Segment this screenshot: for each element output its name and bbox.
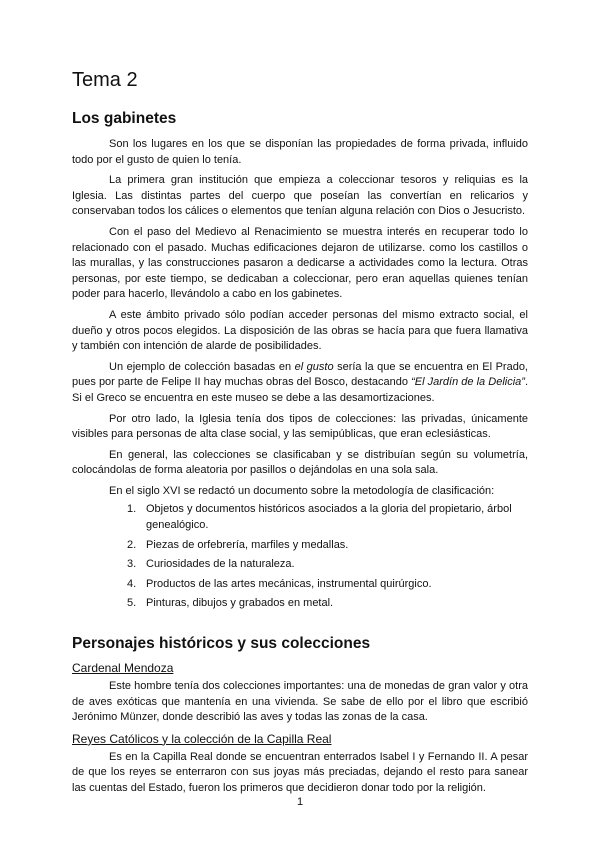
paragraph-reyes: Es en la Capilla Real donde se encuentran enterrados Isabel I y Fernando II. A pesar de que los reyes se enterraron con sus joyas más preciadas, dejando el resto para sanear las cuentas del Estado, fueron los primeros que decidieron donar todo por la religión. bbox=[72, 750, 528, 794]
list-item bbox=[72, 557, 528, 573]
list-item-number: 1. bbox=[127, 503, 137, 516]
paragraph-3: Con el paso del Medievo al Renacimiento se muestra interés en recuperar todo lo relacionado con el pasado. Muchas edificaciones dejaron de utilizarse. como los castillos o las murallas, y las construcciones pasaron a dedicarse a actividades como la lectura. Otras personas, por este tiempo, se dedicaban a coleccionar, pero eran aquellas quienes tenían poder para hacerlo, llevándolo a cabo en los gabinetes. bbox=[72, 225, 528, 301]
list-item-text: Piezas de orfebrería, marfiles y medallas. bbox=[146, 538, 349, 551]
list-item-text: Pinturas, dibujos y grabados en metal. bbox=[146, 597, 334, 610]
list-item bbox=[72, 538, 528, 554]
list-item-number: 2. bbox=[127, 538, 137, 551]
list-item-text: Objetos y documentos históricos asociados a la gloria del propietario, árbol genealógico. bbox=[146, 503, 512, 532]
paragraph-prado bbox=[72, 360, 528, 407]
list-item bbox=[72, 596, 528, 612]
prado-text-2: sería la que se encuentra en El Prado, pues por parte de Felipe II hay muchas obras del Bosco, destacando bbox=[72, 360, 528, 389]
paragraph-1: Son los lugares en los que se disponían las propiedades de forma privada, influido todo por el gusto de quien lo tenía. bbox=[72, 138, 528, 166]
page-number: 1 bbox=[296, 796, 304, 808]
page-title: Tema 2 bbox=[72, 69, 138, 91]
subheading-cardenal-mendoza: Cardenal Mendoza bbox=[72, 661, 174, 676]
list-item-number: 5. bbox=[127, 597, 137, 610]
section-heading-personajes: Personajes históricos y sus colecciones bbox=[72, 635, 371, 653]
prado-em-jardin: “El Jardín de la Delicia” bbox=[411, 376, 525, 389]
list-item-number: 3. bbox=[127, 558, 137, 571]
list-item-text: Curiosidades de la naturaleza. bbox=[146, 558, 295, 571]
paragraph-general: En general, las colecciones se clasificaban y se distribuían según su volumetría, colocándolas de forma aleatoria por pasillos o dejándolas en una sola sala. bbox=[72, 448, 528, 477]
paragraph-siglo-xvi: En el siglo XVI se redactó un documento sobre la metodología de clasificación: bbox=[109, 484, 495, 497]
classification-list bbox=[72, 502, 528, 612]
section-heading-gabinetes: Los gabinetes bbox=[72, 110, 177, 127]
list-item-number: 4. bbox=[127, 577, 137, 590]
list-item-text: Productos de las artes mecánicas, instrumental quirúrgico. bbox=[146, 577, 432, 590]
paragraph-iglesia: Por otro lado, la Iglesia tenía dos tipos de colecciones: las privadas, únicamente visibles para personas de alta clase social, y las semipúblicas, que eran eclesiásticas. bbox=[72, 412, 528, 441]
list-item bbox=[72, 577, 528, 593]
paragraph-2: La primera gran institución que empieza a coleccionar tesoros y reliquias es la Iglesia. Las distintas partes del cuerpo que poseían las convertían en relicarios y conservaban todos los cálices o elementos que tenían alguna relación con Dios o Jesucristo. bbox=[72, 174, 528, 218]
subheading-reyes-catolicos: Reyes Católicos y la colección de la Capilla Real bbox=[72, 731, 332, 746]
paragraph-cardenal: Este hombre tenía dos colecciones importantes: una de monedas de gran valor y otra de aves exóticas que mantenía en una vivienda. Se sabe de ello por el libro que escribió Jerónimo Münzer, donde describió las aves y todas las zonas de la casa. bbox=[72, 680, 528, 724]
paragraph-4: A este ámbito privado sólo podían acceder personas del mismo extracto social, el dueño y otros pocos elegidos. La disposición de las obras se hacía para que fuera llamativa y también con intención de alarde de posibilidades. bbox=[72, 308, 528, 353]
prado-text-1: Un ejemplo de colección basadas en bbox=[109, 360, 295, 373]
list-item bbox=[72, 502, 528, 533]
document-page bbox=[72, 68, 528, 797]
prado-em-gusto: el gusto bbox=[294, 360, 334, 373]
prado-text-3: . Si el Greco se encuentra en este museo se debe a las desamortizaciones. bbox=[72, 376, 528, 404]
